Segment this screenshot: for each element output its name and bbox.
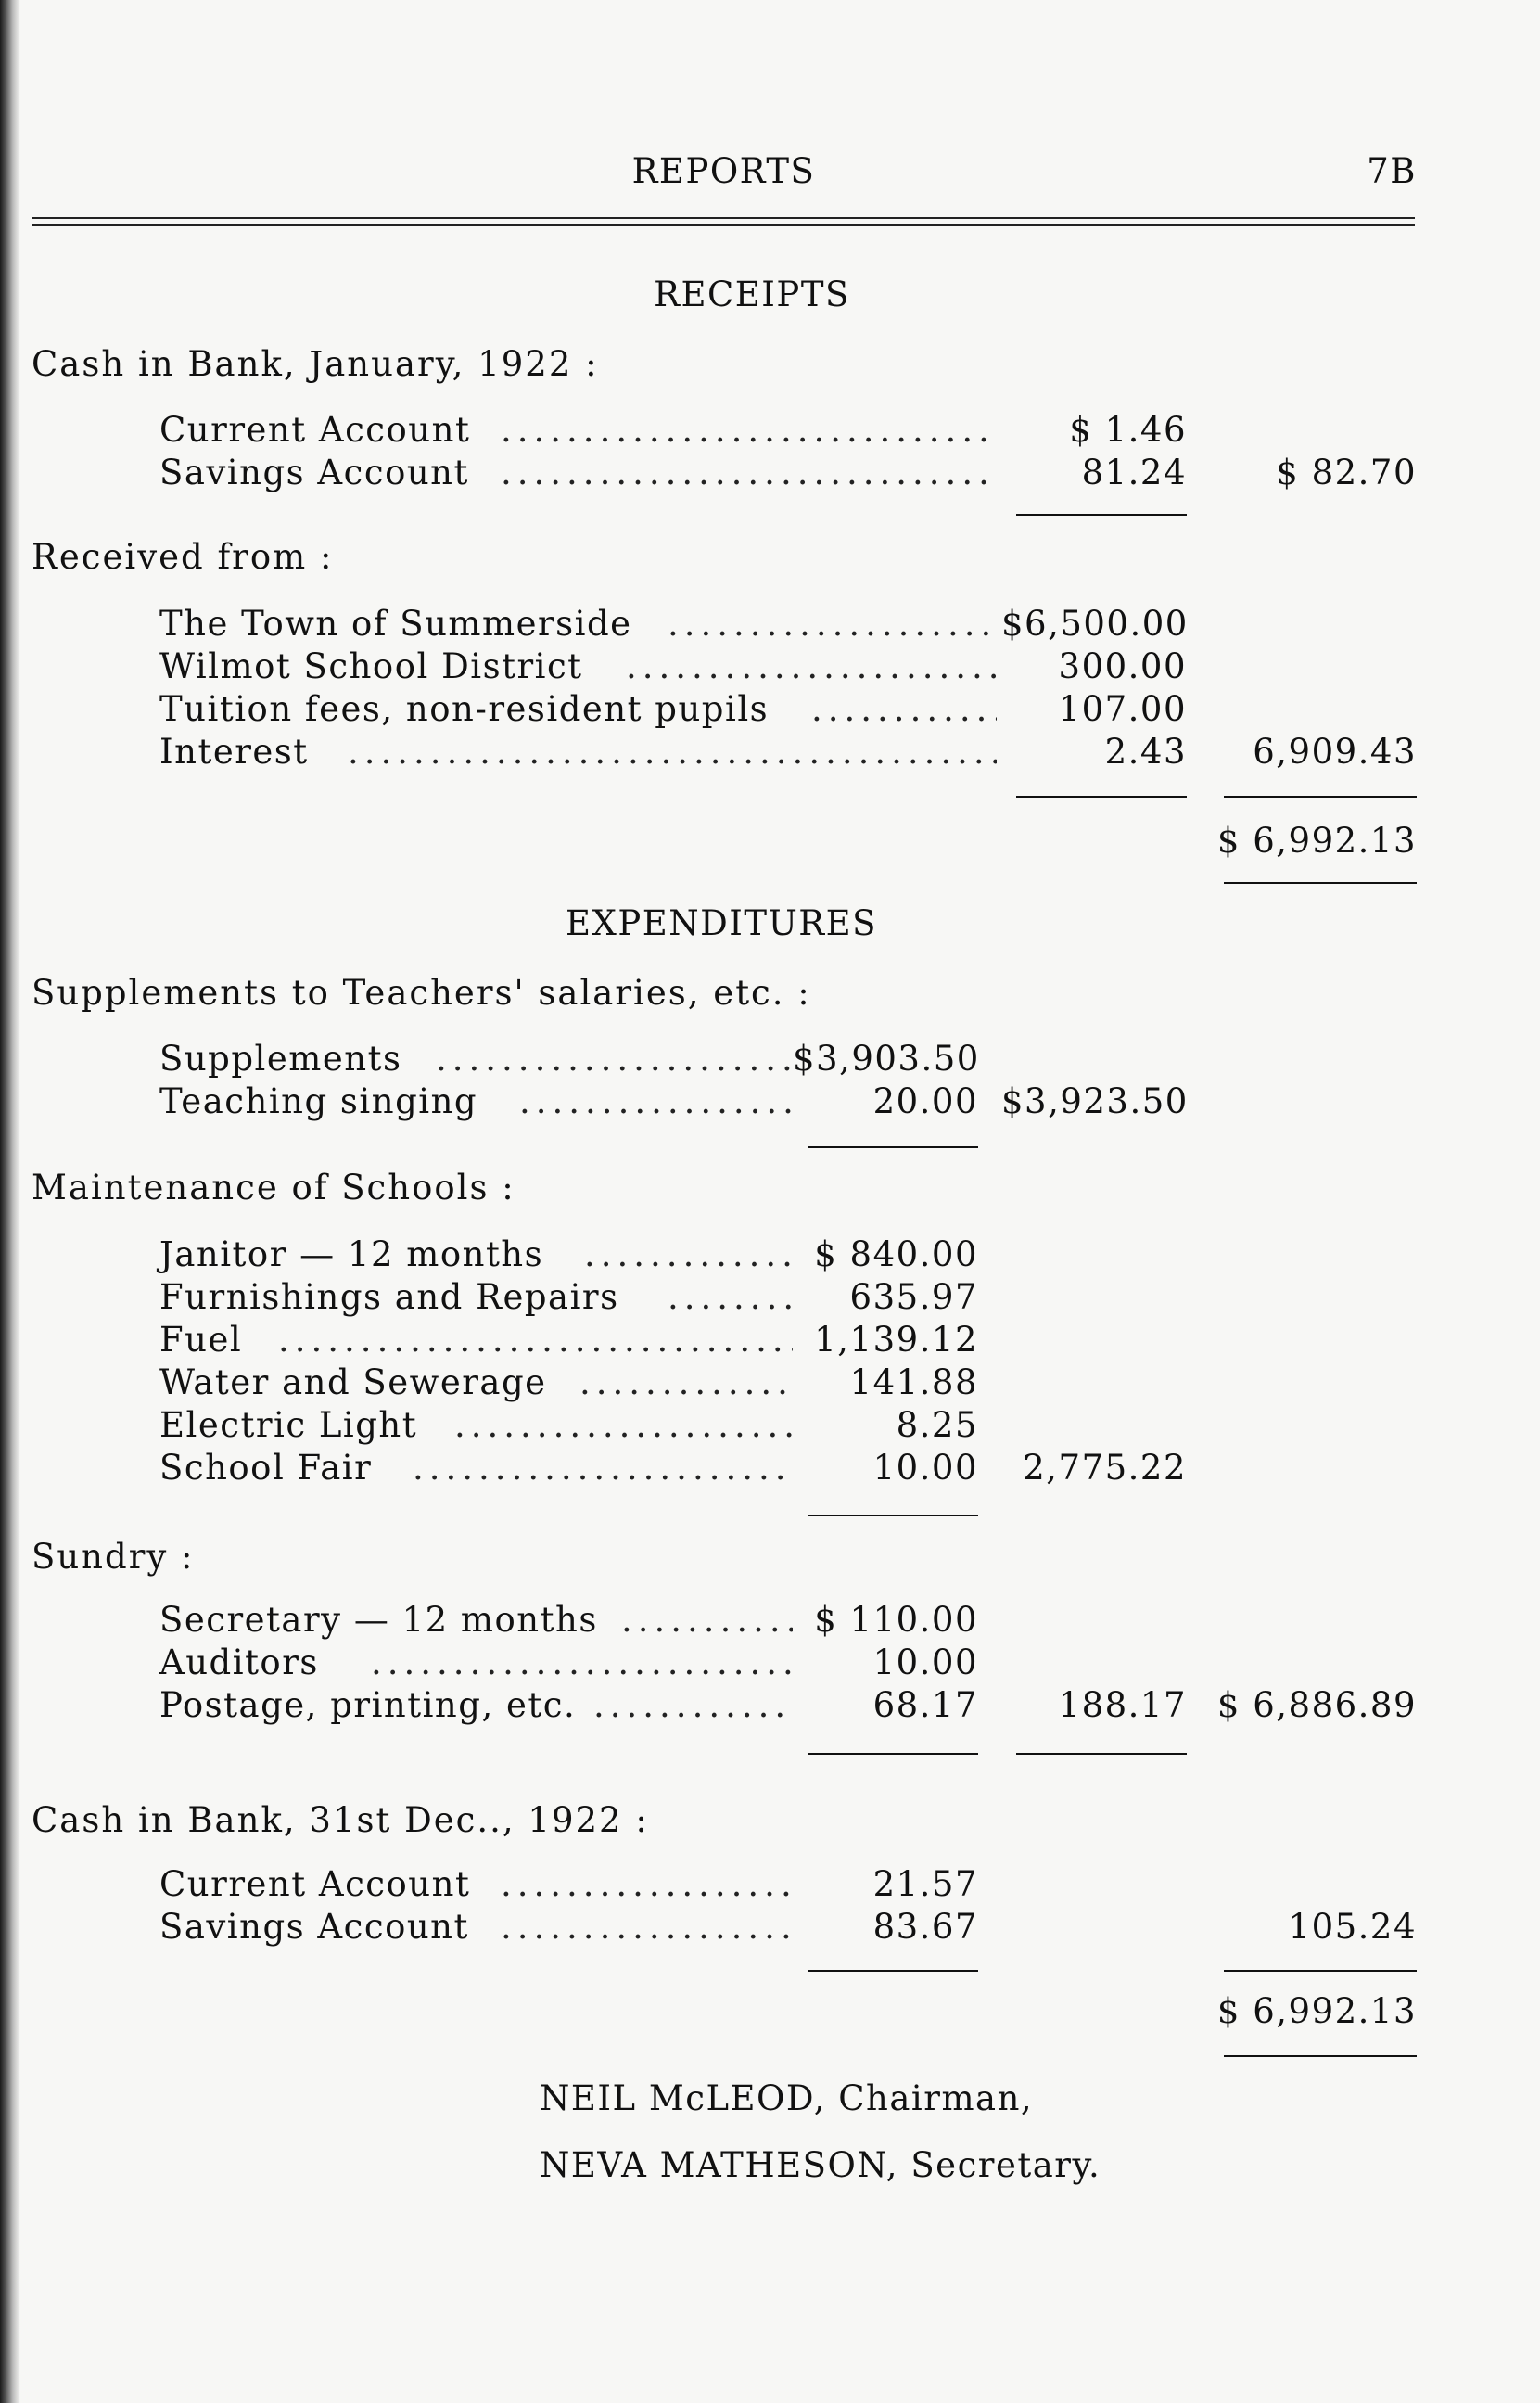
expense-item-amount: 68.17: [872, 1685, 978, 1725]
expense-item-amount: 10.00: [872, 1448, 978, 1488]
expenditures-total: $ 6,992.13: [1216, 1991, 1417, 2031]
receipt-item-label: The Town of Summerside: [159, 604, 632, 644]
leader-dots: [626, 645, 997, 688]
opening-savings-amount: 81.24: [1081, 453, 1187, 492]
receipt-item-amount: 2.43: [1104, 732, 1187, 772]
subtotal-rule: [808, 1515, 978, 1516]
closing-subtotal: 105.24: [1288, 1907, 1417, 1947]
opening-current-label: Current Account: [159, 410, 471, 450]
page-number: 7B: [1367, 151, 1417, 191]
leader-dots: [501, 452, 997, 494]
received-from-label: Received from :: [32, 537, 334, 577]
expense-item-amount: 635.97: [849, 1277, 978, 1317]
leader-dots: [668, 603, 997, 645]
expense-item-label: Janitor — 12 months: [159, 1234, 544, 1274]
total-rule: [1224, 2055, 1417, 2057]
cash-closing-label: Cash in Bank, 31st Dec.., 1922 :: [32, 1800, 649, 1840]
expense-item-amount: 1,139.12: [814, 1320, 978, 1360]
expense-item-label: Postage, printing, etc.: [159, 1685, 577, 1725]
subtotal-rule: [1224, 796, 1417, 798]
receipt-item-amount: 107.00: [1058, 689, 1187, 729]
receipts-total: $ 6,992.13: [1216, 821, 1417, 861]
leader-dots: [519, 1080, 793, 1123]
subtotal-rule: [808, 1753, 978, 1755]
subtotal-rule: [808, 1146, 978, 1148]
leader-dots: [668, 1276, 793, 1319]
expenditures-heading: EXPENDITURES: [566, 903, 877, 943]
closing-savings-label: Savings Account: [159, 1907, 469, 1947]
expense-item-label: School Fair: [159, 1448, 373, 1488]
subtotal-rule: [1016, 514, 1187, 516]
expenditure-total: $ 6,886.89: [1216, 1685, 1417, 1725]
received-subtotal: 6,909.43: [1253, 732, 1417, 772]
chairman-signature: NEIL McLEOD, Chairman,: [540, 2078, 1034, 2118]
expense-item-amount: 8.25: [896, 1405, 978, 1445]
closing-current-amount: 21.57: [872, 1864, 978, 1904]
expense-item-amount: $3,903.50: [793, 1039, 980, 1079]
expense-item-label: Teaching singing: [159, 1081, 478, 1121]
running-header: REPORTS: [631, 151, 816, 191]
cash-opening-label: Cash in Bank, January, 1922 :: [32, 344, 599, 384]
receipt-item-label: Wilmot School District: [159, 646, 583, 686]
receipts-heading: RECEIPTS: [654, 275, 850, 314]
leader-dots: [579, 1361, 793, 1404]
subtotal-rule: [1224, 1970, 1417, 1972]
expense-item-amount: $ 840.00: [814, 1234, 978, 1274]
leader-dots: [278, 1319, 793, 1361]
leader-dots: [811, 688, 997, 731]
subtotal-rule: [1016, 1753, 1187, 1755]
secretary-signature: NEVA MATHESON, Secretary.: [540, 2145, 1101, 2185]
receipt-item-label: Tuition fees, non-resident pupils: [159, 689, 770, 729]
leader-dots: [501, 409, 997, 452]
expense-item-label: Electric Light: [159, 1405, 418, 1445]
leader-dots: [436, 1038, 793, 1080]
expense-item-amount: $ 110.00: [814, 1600, 978, 1640]
sundry-label: Sundry :: [32, 1537, 195, 1577]
header-rule: [32, 217, 1415, 226]
expense-item-amount: 20.00: [872, 1081, 978, 1121]
closing-current-label: Current Account: [159, 1864, 471, 1904]
expense-item-amount: 141.88: [849, 1362, 978, 1402]
opening-current-amount: $ 1.46: [1069, 410, 1187, 450]
expense-item-label: Secretary — 12 months: [159, 1600, 598, 1640]
supplements-subtotal: $3,923.50: [1001, 1081, 1189, 1121]
expense-item-label: Furnishings and Repairs: [159, 1277, 619, 1317]
leader-dots: [348, 731, 997, 773]
leader-dots: [371, 1642, 793, 1684]
leader-dots: [593, 1684, 793, 1727]
binding-edge: [0, 0, 20, 2403]
expense-item-label: Water and Sewerage: [159, 1362, 547, 1402]
leader-dots: [621, 1599, 793, 1642]
receipt-item-amount: $6,500.00: [1001, 604, 1189, 644]
expense-item-label: Auditors: [159, 1642, 319, 1682]
leader-dots: [501, 1906, 793, 1949]
expense-item-amount: 10.00: [872, 1642, 978, 1682]
receipt-item-label: Interest: [159, 732, 309, 772]
maintenance-label: Maintenance of Schools :: [32, 1168, 515, 1208]
subtotal-rule: [1016, 796, 1187, 798]
leader-dots: [584, 1233, 793, 1276]
subtotal-rule: [808, 1970, 978, 1972]
total-rule: [1224, 882, 1417, 884]
receipt-item-amount: 300.00: [1058, 646, 1187, 686]
supplements-label: Supplements to Teachers' salaries, etc. :: [32, 973, 811, 1013]
expense-item-label: Supplements: [159, 1039, 402, 1079]
leader-dots: [413, 1447, 793, 1489]
opening-savings-label: Savings Account: [159, 453, 469, 492]
closing-savings-amount: 83.67: [872, 1907, 978, 1947]
leader-dots: [501, 1863, 793, 1906]
opening-subtotal: $ 82.70: [1276, 453, 1417, 492]
leader-dots: [454, 1404, 793, 1447]
maintenance-subtotal: 2,775.22: [1023, 1448, 1187, 1488]
expense-item-label: Fuel: [159, 1320, 243, 1360]
sundry-subtotal: 188.17: [1058, 1685, 1187, 1725]
